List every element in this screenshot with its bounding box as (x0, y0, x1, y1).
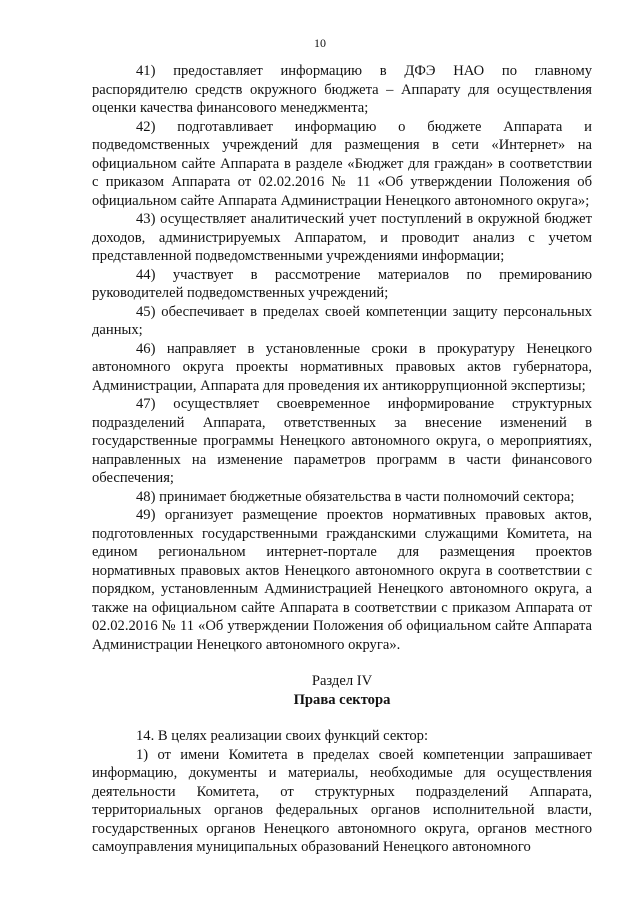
list-item-46: 46) направляет в установленные сроки в прокуратуру Ненецкого автономного округа проекты нормативных правовых актов губернатора, Администрации, Аппарата для проведения их антикоррупционной экспертизы; (92, 340, 592, 394)
list-item-1: 1) от имени Комитета в пределах своей компетенции запрашивает информацию, документы и материалы, необходимые для осуществления деятельности Комитета, от структурных подразделений Аппарата, территориальных органов федеральных органов исполнительной власти, государственных органов Ненецкого автономного округа, органов местного самоуправления муниципальных образований Ненецкого автономного (92, 746, 592, 855)
list-item-48: 48) принимает бюджетные обязательства в части полномочий сектора; (136, 488, 575, 505)
list-item-49: 49) организует размещение проектов нормативных правовых актов, подготовленных государственными гражданскими служащими Комитета, на едином региональном интернет-портале для размещения проектов нормативных правовых актов Ненецкого автономного округа в соответствии с порядком, установленным Администрацией Ненецкого автономного округа, а также на официальном сайте Аппарата в соответствии с приказом Аппарата от 02.02.2016 № 11 «Об утверждении Положения об официальном сайте Аппарата Администрации Ненецкого автономного округа». (92, 507, 592, 653)
list-item-44: 44) участвует в рассмотрение материалов по премированию руководителей подведомственных учреждений; (92, 266, 592, 301)
list-item-45: 45) обеспечивает в пределах своей компетенции защиту персональных данных; (92, 303, 592, 338)
list-item-42: 42) подготавливает информацию о бюджете Аппарата и подведомственных учреждений для размещения в сети «Интернет» на официальном сайте Аппарата в разделе «Бюджет для граждан» в соответствии с приказом Аппарата от 02.02.2016 № 11 «Об утверждении Положения об официальном сайте Аппарата Администрации Ненецкого автономного округа»; (92, 118, 592, 209)
list-item-43: 43) осуществляет аналитический учет поступлений в окружной бюджет доходов, администрируемых Аппаратом, и проводит анализ с учетом представленной подведомственными учреждениями информации; (92, 211, 592, 264)
clause-14: 14. В целях реализации своих функций сектор: (136, 728, 429, 744)
list-item-41: 41) предоставляет информацию в ДФЭ НАО по главному распорядителю средств окружного бюджета – Аппарату для осуществления оценки качества финансового менеджмента; (92, 63, 592, 116)
list-item-47: 47) осуществляет своевременное информирование структурных подразделений Аппарата, ответственных за внесение изменений в государственные программы Ненецкого автономного округа, о мероприятиях, направленных на изменение параметров программ в части финансового обеспечения; (92, 396, 592, 486)
section-number: Раздел IV (311, 673, 373, 689)
section-title: Права сектора (293, 691, 391, 708)
page-number: 10 (314, 36, 326, 50)
document-body (92, 62, 592, 857)
section-spacer (92, 709, 592, 727)
